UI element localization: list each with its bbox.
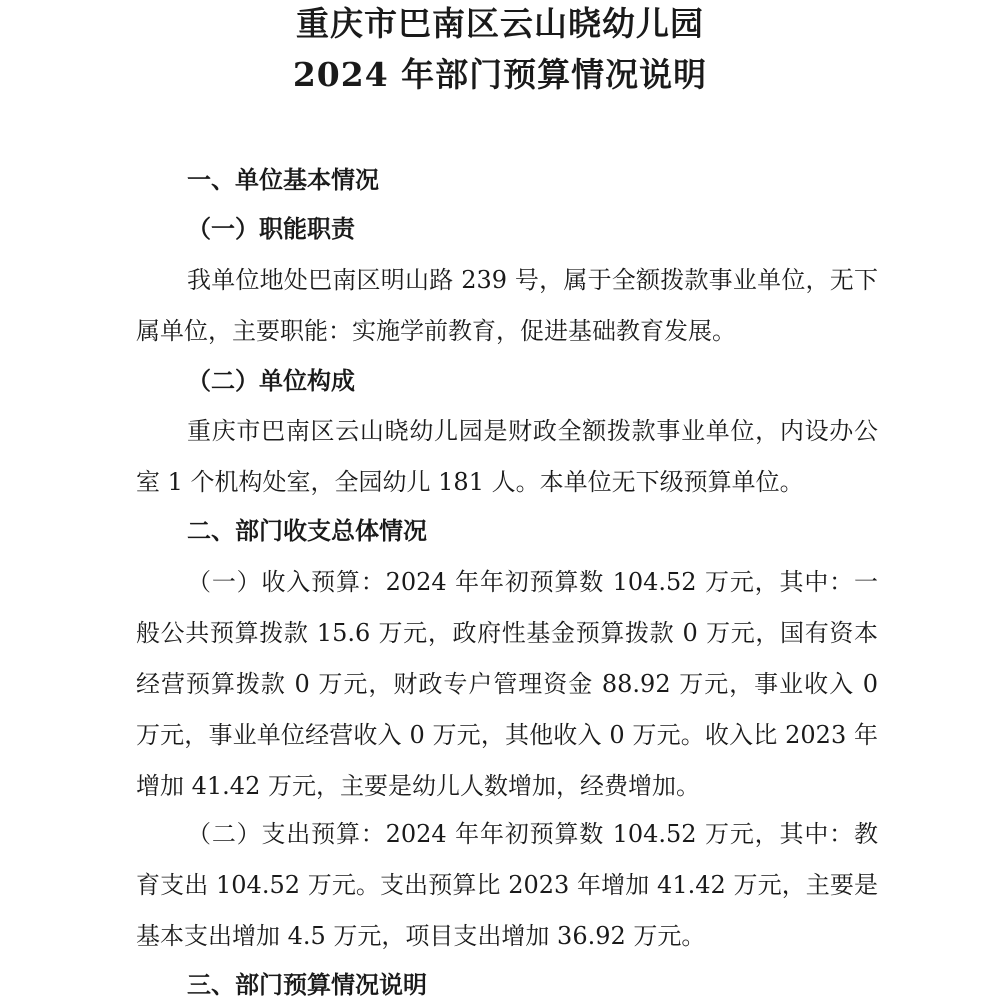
section1-sub1-paragraph: 我单位地处巴南区明山路 239 号，属于全额拨款事业单位，无下属单位，主要职能：实施学前教育，促进基础教育发展。	[136, 266, 878, 345]
section2-income-text: 2024 年年初预算数 104.52 万元，其中：一般公共预算拨款 15.6 万元，政府性基金预算拨款 0 万元，国有资本经营预算拨款 0 万元，财政专户管理资金 88.92 万元，事业收入 0 万元，事业单位经营收入 0 万元，其他收入 0 万元。收入比 2023 年增加 41.42 万元，主要是幼儿人数增加，经费增加。	[136, 568, 878, 800]
section2-income-lead: （一）收入预算：	[187, 568, 386, 596]
section1-sub2-heading: （二）单位构成	[187, 366, 355, 395]
section1-heading: 一、单位基本情况	[187, 165, 379, 194]
section1-sub2-paragraph: 重庆市巴南区云山晓幼儿园是财政全额拨款事业单位，内设办公室 1 个机构处室，全园幼儿 181 人。本单位无下级预算单位。	[136, 417, 878, 496]
section2-expense-lead: （二）支出预算：	[187, 820, 386, 848]
section2-heading: 二、部门收支总体情况	[187, 516, 427, 545]
document-title-line1: 重庆市巴南区云山晓幼儿园	[296, 4, 704, 43]
section3-heading: 三、部门预算情况说明	[187, 970, 427, 999]
section1-sub1-heading: （一）职能职责	[187, 214, 355, 243]
document-title-line2: 2024 年部门预算情况说明	[292, 55, 708, 94]
section2-expense-text: 2024 年年初预算数 104.52 万元，其中：教育支出 104.52 万元。支出预算比 2023 年增加 41.42 万元，主要是基本支出增加 4.5 万元，项目支出增加 36.92 万元。	[136, 820, 878, 950]
section2-income-paragraph	[136, 557, 878, 812]
section2-expense-paragraph	[136, 809, 878, 962]
